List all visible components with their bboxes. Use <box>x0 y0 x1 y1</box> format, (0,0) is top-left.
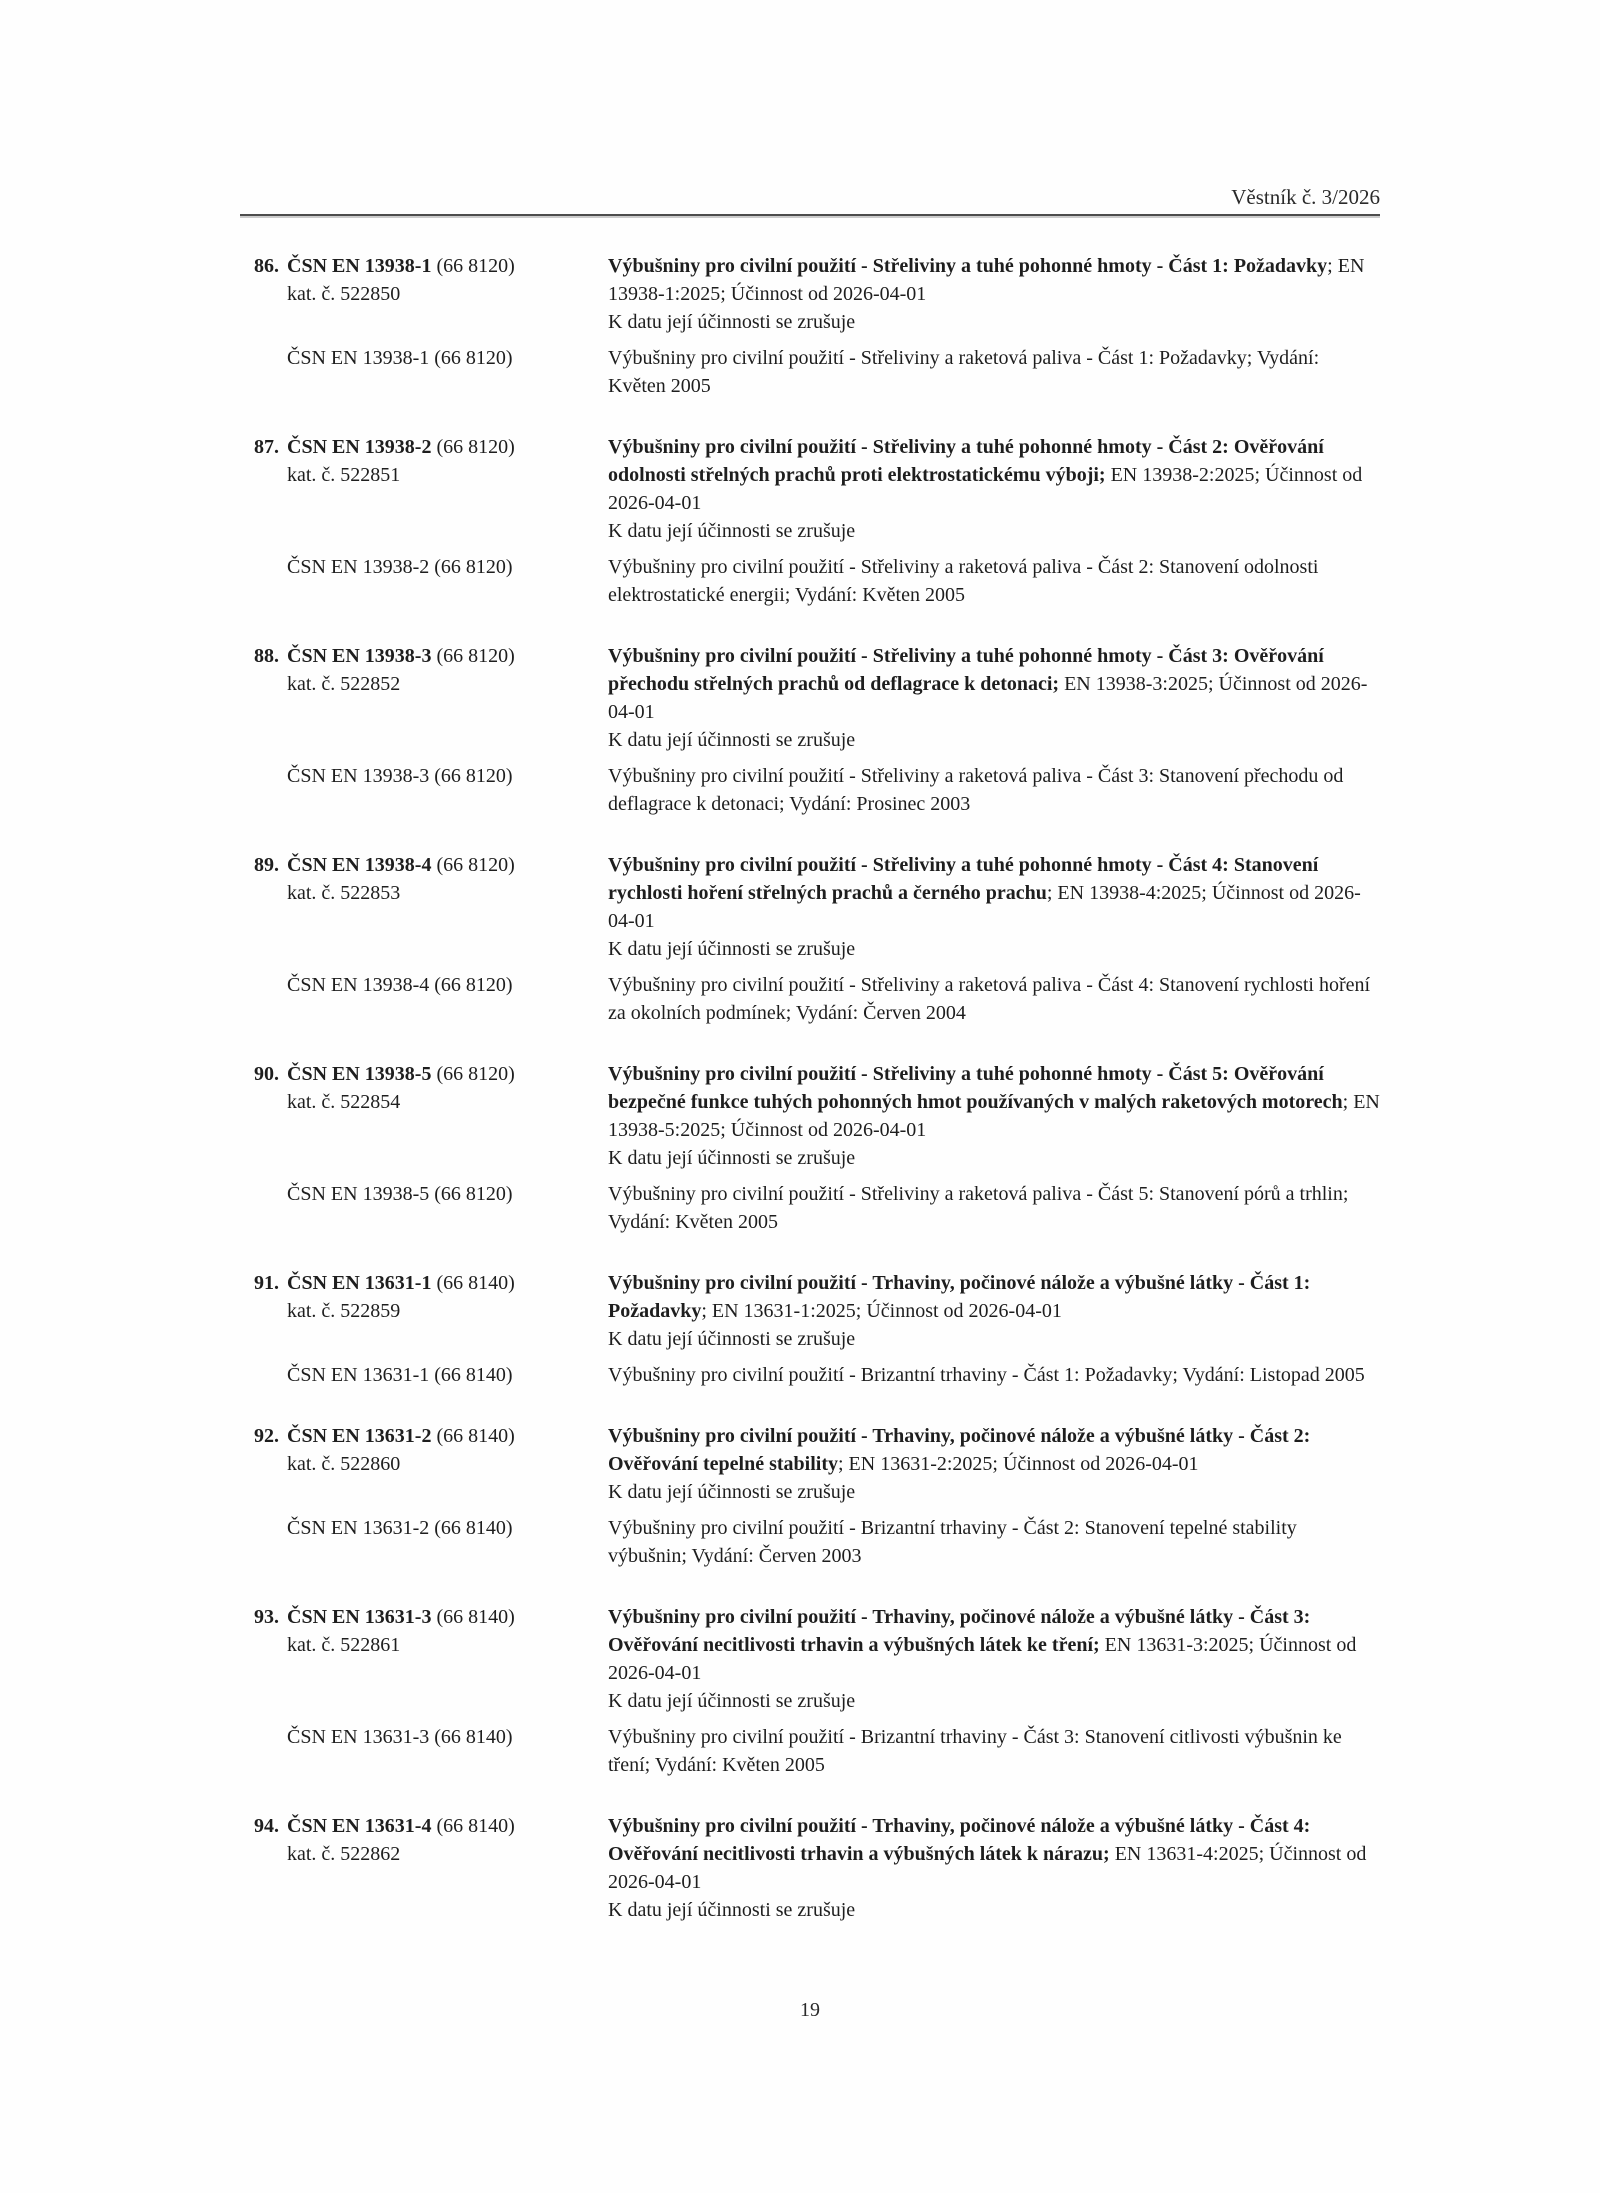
entry-left-column <box>240 252 608 308</box>
entry-designation-line <box>240 433 608 461</box>
entry-number: 92. <box>254 1425 279 1447</box>
entry-title-regular: EN 13631-4:2025; Účinnost od 2026-04-01 <box>608 1843 1367 1893</box>
superseded-row <box>240 762 1380 818</box>
entry-designation-line <box>240 1603 608 1631</box>
standard-entry <box>240 1269 1380 1389</box>
superseded-designation: ČSN EN 13631-3 (66 8140) <box>287 1726 513 1748</box>
page-number: 19 <box>800 1999 820 2021</box>
entry-left-column <box>240 1603 608 1659</box>
entry-designation: ČSN EN 13631-4 <box>287 1815 432 1837</box>
entry-number: 87. <box>254 436 279 458</box>
superseded-designation: ČSN EN 13938-5 (66 8120) <box>287 1183 513 1205</box>
entry-catalog-number: kat. č. 522851 <box>287 464 401 486</box>
standard-entry <box>240 1603 1380 1779</box>
superseded-row <box>240 1723 1380 1779</box>
standard-entry <box>240 1812 1380 1924</box>
entry-title-bold: Výbušniny pro civilní použití - Střeliviny a tuhé pohonné hmoty - Část 5: Ověřování bezpečné funkce tuhých pohonných hmot používaných v malých raketových motorech <box>608 1063 1343 1113</box>
header-issue-title: Věstník č. 3/2026 <box>1231 185 1380 209</box>
entry-title-bold: Výbušniny pro civilní použití - Trhaviny, počinové nálože a výbušné látky - Část 1: Požadavky <box>608 1272 1311 1322</box>
entry-main-row <box>240 1422 1380 1506</box>
entry-title-regular: ; EN 13938-1:2025; Účinnost od 2026-04-01 <box>608 255 1365 305</box>
entry-number: 88. <box>254 645 279 667</box>
entry-number: 93. <box>254 1606 279 1628</box>
entry-designation-line <box>240 1812 608 1840</box>
entry-title <box>608 1060 1380 1144</box>
entry-title <box>608 252 1380 308</box>
entry-title-regular: ; EN 13631-1:2025; Účinnost od 2026-04-01 <box>701 1300 1062 1322</box>
entry-title-regular: ; EN 13938-4:2025; Účinnost od 2026-04-01 <box>608 882 1361 932</box>
superseded-description: Výbušniny pro civilní použití - Střeliviny a raketová paliva - Část 2: Stanovení odolnosti elektrostatické energii; Vydání: Květen 2005 <box>608 556 1319 606</box>
superseded-description: Výbušniny pro civilní použití - Střeliviny a raketová paliva - Část 1: Požadavky; Vydání: Květen 2005 <box>608 347 1320 397</box>
entry-number: 86. <box>254 255 279 277</box>
entry-left-column <box>240 1269 608 1325</box>
entry-catalog-number: kat. č. 522853 <box>287 882 401 904</box>
entry-main-row <box>240 1269 1380 1353</box>
entry-cancellation-note: K datu její účinnosti se zrušuje <box>608 1481 856 1503</box>
entry-left-column <box>240 433 608 489</box>
entry-right-column <box>608 1269 1380 1353</box>
entry-designation: ČSN EN 13938-5 <box>287 1063 432 1085</box>
superseded-row <box>240 344 1380 400</box>
standard-entry <box>240 1060 1380 1236</box>
entry-catalog-number: kat. č. 522852 <box>287 673 401 695</box>
entry-title-bold: Výbušniny pro civilní použití - Střeliviny a tuhé pohonné hmoty - Část 1: Požadavky <box>608 255 1328 277</box>
entry-right-column <box>608 1422 1380 1506</box>
entry-cancellation-note: K datu její účinnosti se zrušuje <box>608 1328 856 1350</box>
standard-entry <box>240 252 1380 400</box>
entry-left-column <box>240 1422 608 1478</box>
entry-cancellation-note: K datu její účinnosti se zrušuje <box>608 938 856 960</box>
standard-entry <box>240 433 1380 609</box>
entry-main-row <box>240 433 1380 545</box>
entry-designation-line <box>240 1422 608 1450</box>
superseded-row <box>240 1514 1380 1570</box>
entry-class-code: (66 8120) <box>436 1063 515 1085</box>
entry-class-code: (66 8140) <box>436 1425 515 1447</box>
superseded-description: Výbušniny pro civilní použití - Brizantní trhaviny - Část 3: Stanovení citlivosti výbušnin ke tření; Vydání: Květen 2005 <box>608 1726 1342 1776</box>
entry-number: 94. <box>254 1815 279 1837</box>
entry-main-row <box>240 1060 1380 1172</box>
entry-right-column <box>608 1060 1380 1172</box>
entry-right-column <box>608 1812 1380 1924</box>
header-rule <box>240 214 1380 216</box>
entry-left-column <box>240 851 608 907</box>
entry-designation: ČSN EN 13631-3 <box>287 1606 432 1628</box>
entry-designation: ČSN EN 13938-3 <box>287 645 432 667</box>
entry-designation: ČSN EN 13938-1 <box>287 255 432 277</box>
entry-designation-line <box>240 252 608 280</box>
entry-designation: ČSN EN 13631-2 <box>287 1425 432 1447</box>
entry-left-column <box>240 642 608 698</box>
entry-number: 89. <box>254 854 279 876</box>
entry-title <box>608 851 1380 935</box>
entry-cancellation-note: K datu její účinnosti se zrušuje <box>608 1899 856 1921</box>
entry-title-regular: ; EN 13631-2:2025; Účinnost od 2026-04-01 <box>837 1453 1199 1475</box>
entry-title <box>608 1269 1380 1325</box>
entry-class-code: (66 8120) <box>436 645 515 667</box>
superseded-row <box>240 1361 1380 1389</box>
superseded-description: Výbušniny pro civilní použití - Střeliviny a raketová paliva - Část 3: Stanovení přechodu od deflagrace k detonaci; Vydání: Prosinec 2003 <box>608 765 1344 815</box>
superseded-designation: ČSN EN 13938-2 (66 8120) <box>287 556 513 578</box>
entry-designation: ČSN EN 13938-4 <box>287 854 432 876</box>
entry-right-column <box>608 252 1380 336</box>
superseded-designation: ČSN EN 13631-1 (66 8140) <box>287 1364 513 1386</box>
entry-main-row <box>240 1812 1380 1924</box>
superseded-designation: ČSN EN 13631-2 (66 8140) <box>287 1517 513 1539</box>
entry-class-code: (66 8140) <box>436 1272 515 1294</box>
entry-main-row <box>240 851 1380 963</box>
superseded-description: Výbušniny pro civilní použití - Brizantní trhaviny - Část 2: Stanovení tepelné stability výbušnin; Vydání: Červen 2003 <box>608 1517 1297 1567</box>
entry-title <box>608 433 1380 517</box>
entry-main-row <box>240 1603 1380 1715</box>
entry-right-column <box>608 1603 1380 1715</box>
entry-title-bold: Výbušniny pro civilní použití - Střeliviny a tuhé pohonné hmoty - Část 3: Ověřování přechodu střelných prachů od deflagrace k detonaci; <box>608 645 1324 695</box>
entry-title-bold: Výbušniny pro civilní použití - Střeliviny a tuhé pohonné hmoty - Část 2: Ověřování odolnosti střelných prachů proti elektrostatickému výboji; <box>608 436 1324 486</box>
entry-title <box>608 1812 1380 1896</box>
entry-right-column <box>608 433 1380 545</box>
entry-catalog-number: kat. č. 522860 <box>287 1453 401 1475</box>
entry-designation-line <box>240 642 608 670</box>
entry-main-row <box>240 642 1380 754</box>
superseded-row <box>240 971 1380 1027</box>
standard-entry <box>240 642 1380 818</box>
entry-designation: ČSN EN 13631-1 <box>287 1272 432 1294</box>
standard-entry <box>240 851 1380 1027</box>
entry-designation: ČSN EN 13938-2 <box>287 436 432 458</box>
entry-title-bold: Výbušniny pro civilní použití - Trhaviny, počinové nálože a výbušné látky - Část 4: Ověřování necitlivosti trhavin a výbušných látek k nárazu; <box>608 1815 1311 1865</box>
superseded-row <box>240 553 1380 609</box>
superseded-designation: ČSN EN 13938-1 (66 8120) <box>287 347 513 369</box>
entry-catalog-number: kat. č. 522862 <box>287 1843 401 1865</box>
superseded-designation: ČSN EN 13938-4 (66 8120) <box>287 974 513 996</box>
standards-list <box>240 252 1380 1957</box>
entry-title-regular: EN 13938-2:2025; Účinnost od 2026-04-01 <box>608 464 1363 514</box>
superseded-description: Výbušniny pro civilní použití - Střeliviny a raketová paliva - Část 5: Stanovení pórů a trhlin; Vydání: Květen 2005 <box>608 1183 1349 1233</box>
entry-title-bold: Výbušniny pro civilní použití - Trhaviny, počinové nálože a výbušné látky - Část 2: Ověřování tepelné stability <box>608 1425 1311 1475</box>
entry-right-column <box>608 851 1380 963</box>
entry-class-code: (66 8140) <box>436 1606 515 1628</box>
entry-title <box>608 642 1380 726</box>
entry-designation-line <box>240 1269 608 1297</box>
entry-main-row <box>240 252 1380 336</box>
entry-catalog-number: kat. č. 522859 <box>287 1300 401 1322</box>
entry-title-regular: EN 13938-3:2025; Účinnost od 2026-04-01 <box>608 673 1368 723</box>
entry-cancellation-note: K datu její účinnosti se zrušuje <box>608 520 856 542</box>
entry-title <box>608 1603 1380 1687</box>
entry-cancellation-note: K datu její účinnosti se zrušuje <box>608 1690 856 1712</box>
standard-entry <box>240 1422 1380 1570</box>
entry-title-regular: ; EN 13938-5:2025; Účinnost od 2026-04-01 <box>608 1091 1380 1141</box>
entry-class-code: (66 8120) <box>436 436 515 458</box>
entry-left-column <box>240 1060 608 1116</box>
entry-catalog-number: kat. č. 522850 <box>287 283 401 305</box>
entry-catalog-number: kat. č. 522854 <box>287 1091 401 1113</box>
entry-designation-line <box>240 851 608 879</box>
entry-title-bold: Výbušniny pro civilní použití - Střeliviny a tuhé pohonné hmoty - Část 4: Stanovení rychlosti hoření střelných prachů a černého prachu <box>608 854 1319 904</box>
entry-right-column <box>608 642 1380 754</box>
entry-designation-line <box>240 1060 608 1088</box>
entry-title <box>608 1422 1380 1478</box>
entry-number: 91. <box>254 1272 279 1294</box>
entry-title-regular: EN 13631-3:2025; Účinnost od 2026-04-01 <box>608 1634 1357 1684</box>
entry-catalog-number: kat. č. 522861 <box>287 1634 401 1656</box>
entry-cancellation-note: K datu její účinnosti se zrušuje <box>608 729 856 751</box>
entry-title-bold: Výbušniny pro civilní použití - Trhaviny, počinové nálože a výbušné látky - Část 3: Ověřování necitlivosti trhavin a výbušných látek ke tření; <box>608 1606 1311 1656</box>
entry-class-code: (66 8120) <box>436 255 515 277</box>
entry-number: 90. <box>254 1063 279 1085</box>
superseded-description: Výbušniny pro civilní použití - Brizantní trhaviny - Část 1: Požadavky; Vydání: Listopad 2005 <box>608 1364 1365 1386</box>
entry-cancellation-note: K datu její účinnosti se zrušuje <box>608 1147 856 1169</box>
entry-cancellation-note: K datu její účinnosti se zrušuje <box>608 311 856 333</box>
superseded-description: Výbušniny pro civilní použití - Střeliviny a raketová paliva - Část 4: Stanovení rychlosti hoření za okolních podmínek; Vydání: Červen 2004 <box>608 974 1371 1024</box>
entry-class-code: (66 8120) <box>436 854 515 876</box>
superseded-designation: ČSN EN 13938-3 (66 8120) <box>287 765 513 787</box>
superseded-row <box>240 1180 1380 1236</box>
entry-class-code: (66 8140) <box>436 1815 515 1837</box>
entry-left-column <box>240 1812 608 1868</box>
